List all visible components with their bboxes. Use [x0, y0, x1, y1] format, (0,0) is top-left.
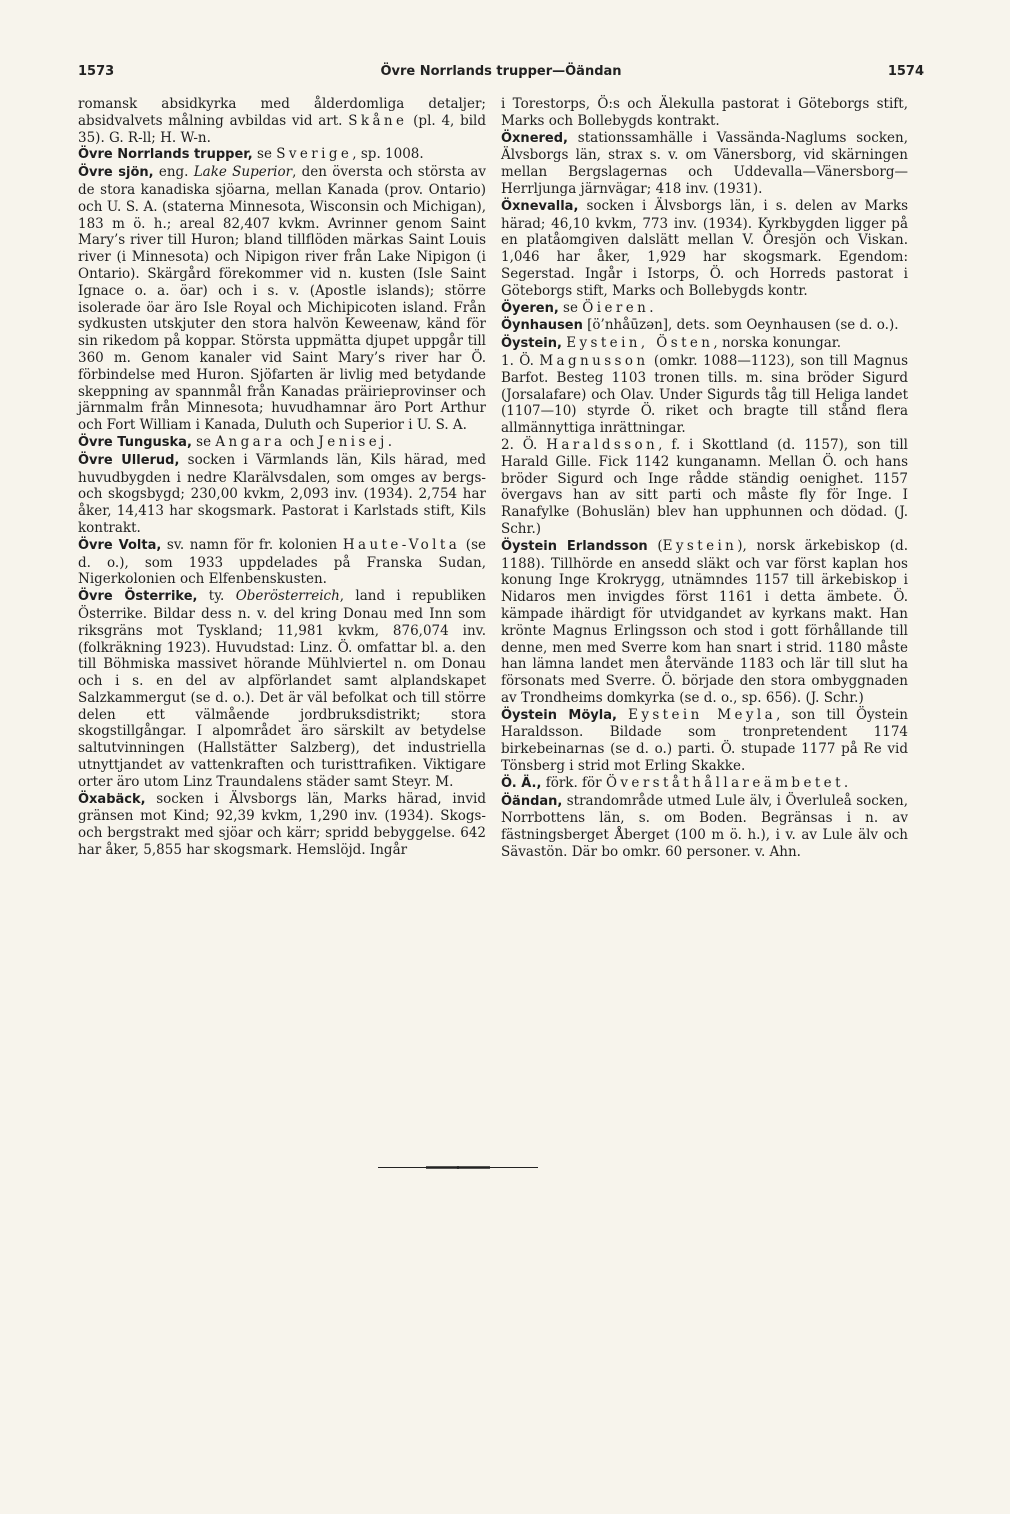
entry-headword: Öxnered,: [501, 130, 568, 146]
entry-headword: Öändan,: [501, 793, 563, 809]
entry-headword: Öxnevalla,: [501, 198, 579, 214]
entry-headword: Öystein Erlandsson: [501, 538, 648, 554]
page-header: [78, 64, 924, 86]
entry-headword: Övre Tunguska,: [78, 434, 192, 450]
entry-oystein-moyla: Öystein Möyla, Eystein Meyla, son till Öystein Haraldsson. Bildade som tronpretendent 1174 birkebeinarnas (se d. o.) parti. Ö. stupade 1177 på Re vid Tönsberg i strid mot Erling Skakke.: [501, 706, 908, 775]
entry-headword: Ö. Ä.,: [501, 775, 542, 791]
entry-oxabeck: Öxabäck, socken i Älvsborgs län, Marks härad, invid gränsen mot Kind; 92,39 kvkm, 1,290 inv. (1934). Skogs- och bergstrakt med sjöar och kärr; spridd bebyggelse. 642 har åker, 5,855 har skogsmark. Hemslöjd. Ingår: [78, 790, 486, 859]
entry-ovre-norrlands-trupper: Övre Norrlands trupper, se Sverige, sp. 1008.: [78, 146, 424, 163]
right-column: [501, 96, 908, 861]
entry-o-a: Ö. Ä., förk. för Överståthållareämbetet.: [501, 774, 849, 791]
page-number-right: 1574: [887, 64, 924, 79]
entry-oystein-1: 1. Ö. Magnusson (omkr. 1088—1123), son till Magnus Barfot. Besteg 1103 tronen tills. m. sina bröder Sigurd (Jorsalafare) och Olav. Under Sigurds tåg till Heliga landet (1107—10) styrde Ö. riket och bragte till stånd flera allmännyttiga inrättningar.: [501, 352, 909, 437]
running-head-title: Övre Norrlands trupper—Öändan: [380, 64, 622, 79]
entry-headword: Öyeren,: [501, 300, 559, 316]
entry-oynhausen: Öynhausen [ö’nhåūzən], dets. som Oeynhausen (se d. o.).: [501, 317, 899, 334]
entry-oxabeck-continued: i Torestorps, Ö:s och Älekulla pastorat i Göteborgs stift, Marks och Bollebygds kontrakt.: [501, 96, 908, 129]
entry-ovre-sjon: Övre sjön, eng. Lake Superior, den översta och största av de stora kanadiska sjöarna, mellan Kanada (prov. Ontario) och U. S. A. (staterna Minnesota, Wisconsin och Michigan), 183 m ö. h.; areal 82,407 kvkm. Avrinner genom Saint Mary’s river till Huron; bland tillflöden märkas Saint Louis river (i Minnesota) och Nipigon river från Lake Nipigon (i Ontario). Skärgård förekommer vid n. kusten (Isle Saint Ignace o. a. öar) och i s. v. (Apostle islands); större isolerade öar äro Isle Royal och Michipicoten island. Från sydkusten utskjuter den stora halvön Keweenaw, känd för sin rikedom på koppar. Största uppmätta djupet uppgår till 360 m. Genom kanaler vid Saint Mary’s river har Ö. förbindelse med Huron. Sjöfarten är livlig med betydande skeppning av spannmål från Kanadas präirieprovinser och järnmalm från Minnesota; huvudhamnar äro Port Arthur och Fort William i Kanada, Duluth och Superior i U. S. A.: [78, 164, 486, 434]
left-column: [78, 96, 486, 859]
entry-continued: romansk absidkyrka med ålderdomliga detaljer; absidvalvets målning avbildas vid art. Skåne (pl. 4, bild 35). G. R-ll; H. W-n.: [78, 96, 486, 146]
entry-ovre-volta: Övre Volta, sv. namn för fr. kolonien Haute-Volta (se d. o.), som 1933 uppdelades på Franska Sudan, Nigerkolonien och Elfenbenskusten.: [78, 536, 486, 588]
entry-ovre-tunguska: Övre Tunguska, se Angara och Jenisej.: [78, 433, 393, 450]
entry-oystein: Öystein, Eystein, Östen, norska konungar.: [501, 335, 842, 352]
entry-headword: Öxabäck,: [78, 791, 146, 807]
entry-headword: Öystein Möyla,: [501, 707, 617, 723]
entry-ovre-osterrike: Övre Österrike, ty. Oberösterreich, land i republiken Österrike. Bildar dess n. v. del kring Donau med Inn som riksgräns mot Tyskland; 11,981 kvkm, 876,074 inv. (folkräkning 1923). Huvudstad: Linz. Ö. omfattar bl. a. den till Böhmiska massivet hörande Mühlviertel n. om Donau och i s. en del av alpförlandet samt alplandskapet Salzkammergut (se d. o.). Det är väl befolkat och till större delen ett välmående jordbruksdistrikt; stora skogstillgångar. I alpområdet äro särskilt av betydelse saltutvinningen (Hallstätter Salzberg), det industriella utnyttjandet av vattenkraften och turisttrafiken. Viktigare orter äro utom Linz Traundalens städer samt Steyr. M.: [78, 588, 486, 790]
entry-headword: Öystein,: [501, 336, 562, 352]
entry-headword: Övre Norrlands trupper,: [78, 147, 253, 163]
entry-headword: Öynhausen: [501, 318, 583, 334]
entry-oxnevalla: Öxnevalla, socken i Älvsborgs län, i s. delen av Marks härad; 46,10 kvkm, 773 inv. (1934). Kyrkbygden ligger på en platåomgiven dalslätt mellan V. Öresjön och Viskan. 1,046 har åker, 1,929 har skogsmark. Egendom: Segerstad. Ingår i Istorps, Ö. och Horreds pastorat i Göteborgs stift, Marks och Bollebygds kontr.: [501, 197, 908, 299]
entry-oystein-2: 2. Ö. Haraldsson, f. i Skottland (d. 1157), son till Harald Gille. Fick 1142 kunganamn. Mellan Ö. och hans bröder Sigurd och Inge rådde ständig oenighet. 1157 övergavs han av sitt parti och måste fly för Inge. I Ranafylke (Bohuslän) blev han upphunnen och dödad. (J. Schr.): [501, 436, 908, 537]
entry-oxnered: Öxnered, stationssamhälle i Vassända-Naglums socken, Älvsborgs län, strax s. v. om Vänersborg, vid skärningen mellan Bergslagernas och Uddevalla—Vänersborg—Herrljunga järnvägar; 418 inv. (1931).: [501, 129, 908, 197]
entry-oandan: Öändan, strandområde utmed Lule älv, i Överluleå socken, Norrbottens län, s. om Boden. Begränsas i n. av fästningsberget Åberget (100 m ö. h.), i v. av Lule älv och Sävastön. Där bo omkr. 60 personer. v. Ahn.: [501, 792, 908, 861]
entry-headword: Övre Österrike,: [78, 589, 198, 605]
end-ornament-rule: [378, 1166, 538, 1169]
entry-oyeren: Öyeren, se Öieren.: [501, 299, 654, 316]
entry-headword: Övre sjön,: [78, 165, 154, 181]
entry-ovre-ullerud: Övre Ullerud, socken i Värmlands län, Kils härad, med huvudbygden i nedre Klarälvsdalen, som omges av bergs- och skogsbygd; 230,00 kvkm, 2,093 inv. (1934). 2,754 har åker, 14,413 har skogsmark. Pastorat i Karlstads stift, Kils kontrakt.: [78, 451, 486, 536]
entry-headword: Övre Ullerud,: [78, 452, 180, 468]
entry-oystein-erlandsson: Öystein Erlandsson (Eystein), norsk ärkebiskop (d. 1188). Tillhörde en ansedd släkt och var först kaplan hos konung Inge Krokrygg, utnämndes 1157 till ärkebiskop i Nidaros men invigdes först 1161 i detta ämbete. Ö. kämpade ihärdigt för utvidgandet av kyrkans makt. Han krönte Magnus Erlingsson och stod i gott förhållande till denne, men med Sverre kom han snart i strid. 1180 måste han lämna landet men återvände 1183 och lär till slut ha försonats med Sverre. Ö. började den stora ombyggnaden av Trondheims domkyrka (se d. o., sp. 656). (J. Schr.): [501, 537, 908, 706]
page-number-left: 1573: [78, 64, 115, 79]
entry-headword: Övre Volta,: [78, 537, 162, 553]
